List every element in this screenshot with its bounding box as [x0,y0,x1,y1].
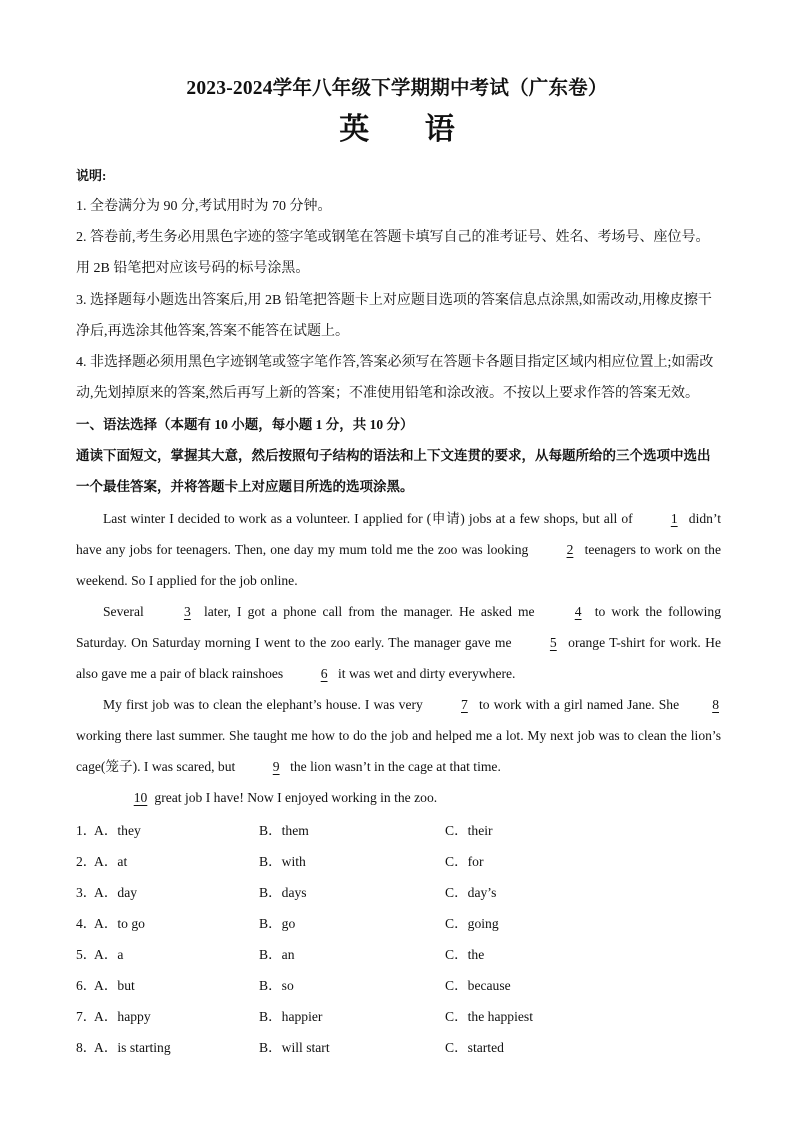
option-a: A．they [94,823,141,838]
question-number: 3． [76,885,97,900]
option-b: B．them [259,823,309,838]
blank-3: 3 [183,604,191,619]
question-options [76,815,736,1063]
question-row [76,877,736,908]
blank-5: 5 [549,635,557,650]
option-c: C．because [445,978,511,993]
passage-paragraph-1 [76,503,721,596]
blank-2: 2 [566,542,574,557]
blank-10: 10 [133,790,148,805]
instruction-item-2: 2. 答卷前,考生务必用黑色字迹的签字笔或钢笔在答题卡填写自己的准考证号、姓名、考场号、座位号。用 2B 铅笔把对应该号码的标号涂黑。 [76,230,710,276]
option-b: B．with [259,854,306,869]
blank-1: 1 [670,511,678,526]
option-b: B．an [259,947,295,962]
blank-6: 6 [320,666,328,681]
passage-text: My first job was to clean the elephant’s house. I was very [103,697,427,712]
instruction-item-4: 4. 非选择题必须用黑色字迹钢笔或签字笔作答,答案必须写在答题卡各题目指定区域内相应位置上;如需改动,先划掉原来的答案,然后再写上新的答案；不准使用铅笔和涂改液。不按以上要求作答的答案无效。 [76,355,714,401]
option-a: A．is starting [94,1040,171,1055]
question-row [76,970,736,1001]
option-a: A．but [94,978,135,993]
question-number: 8． [76,1040,97,1055]
section-heading: 一、语法选择（本题有 10 小题，每小题 1 分，共 10 分） [76,417,414,432]
section-instruction: 通读下面短文，掌握其大意，然后按照句子结构的语法和上下文连贯的要求，从每题所给的三个选项中选出一个最佳答案，并将答题卡上对应题目所选的选项涂黑。 [76,448,711,494]
option-b: B．will start [259,1040,330,1055]
option-b: B．days [259,885,307,900]
passage-text: Several [103,604,150,619]
passage-text: to work with a girl named Jane. She [474,697,684,712]
blank-4: 4 [574,604,582,619]
question-row [76,908,736,939]
passage-text: later, I got a phone call from the manager. He asked me [197,604,541,619]
option-b: B．so [259,978,294,993]
option-c: C．the [445,947,485,962]
option-c: C．the happiest [445,1009,533,1024]
question-row [76,1001,736,1032]
question-number: 1． [76,823,97,838]
passage-text: teenagers to work on the weekend. So I applied for the job online. [76,542,722,588]
option-c: C．their [445,823,493,838]
passage-paragraph-3 [76,689,721,782]
passage-text: Last winter I decided to work as a volunteer. I applied for (申请) jobs at a few shops, but all of [103,511,637,526]
question-number: 4． [76,916,97,931]
option-c: C．day’s [445,885,497,900]
passage-text: great job I have! Now I enjoyed working in the zoo. [151,790,438,805]
passage-paragraph-4 [76,782,721,813]
blank-9: 9 [272,759,280,774]
instruction-item-1: 1. 全卷满分为 90 分,考试用时为 70 分钟。 [76,199,332,214]
option-b: B．go [259,916,296,931]
blank-7: 7 [461,697,468,712]
subject-title: 英 语 [339,113,479,146]
exam-title: 2023-2024学年八年级下学期期中考试（广东卷） [186,78,608,99]
option-a: A．day [94,885,138,900]
option-c: C．for [445,854,484,869]
option-a: A．a [94,947,124,962]
question-number: 5． [76,947,97,962]
instruction-item-3: 3. 选择题每小题选出答案后,用 2B 铅笔把答题卡上对应题目选项的答案信息点涂黑,如需改动,用橡皮擦干净后,再选涂其他答案,答案不能答在试题上。 [76,293,712,339]
question-row [76,1032,736,1063]
question-row [76,846,736,877]
blank-8: 8 [712,697,719,712]
question-row [76,815,736,846]
option-b: B．happier [259,1009,323,1024]
question-number: 7． [76,1009,97,1024]
passage-text: working there last summer. She taught me how to do the job and helped me a lot. My next job was to clean the lion’s cage(笼子). I was scared, but [76,728,721,774]
option-a: A．to go [94,916,145,931]
passage-paragraph-2 [76,596,721,689]
option-a: A．at [94,854,128,869]
option-c: C．started [445,1040,504,1055]
passage-text: orange T-shirt for work. He also gave me a pair of black rainshoes [76,635,721,681]
option-c: C．going [445,916,499,931]
question-number: 2． [76,854,97,869]
reading-passage [76,503,721,813]
instructions-label: 说明: [76,168,107,183]
question-number: 6． [76,978,97,993]
question-row [76,939,736,970]
passage-text: to work the following Saturday. On Saturday morning I went to the zoo early. The manager gave me [76,604,721,650]
option-a: A．happy [94,1009,151,1024]
passage-text: the lion wasn’t in the cage at that time. [286,759,501,774]
passage-text: didn’t have any jobs for teenagers. Then, one day my mum told me the zoo was looking [76,511,722,557]
passage-text: it was wet and dirty everywhere. [334,666,516,681]
